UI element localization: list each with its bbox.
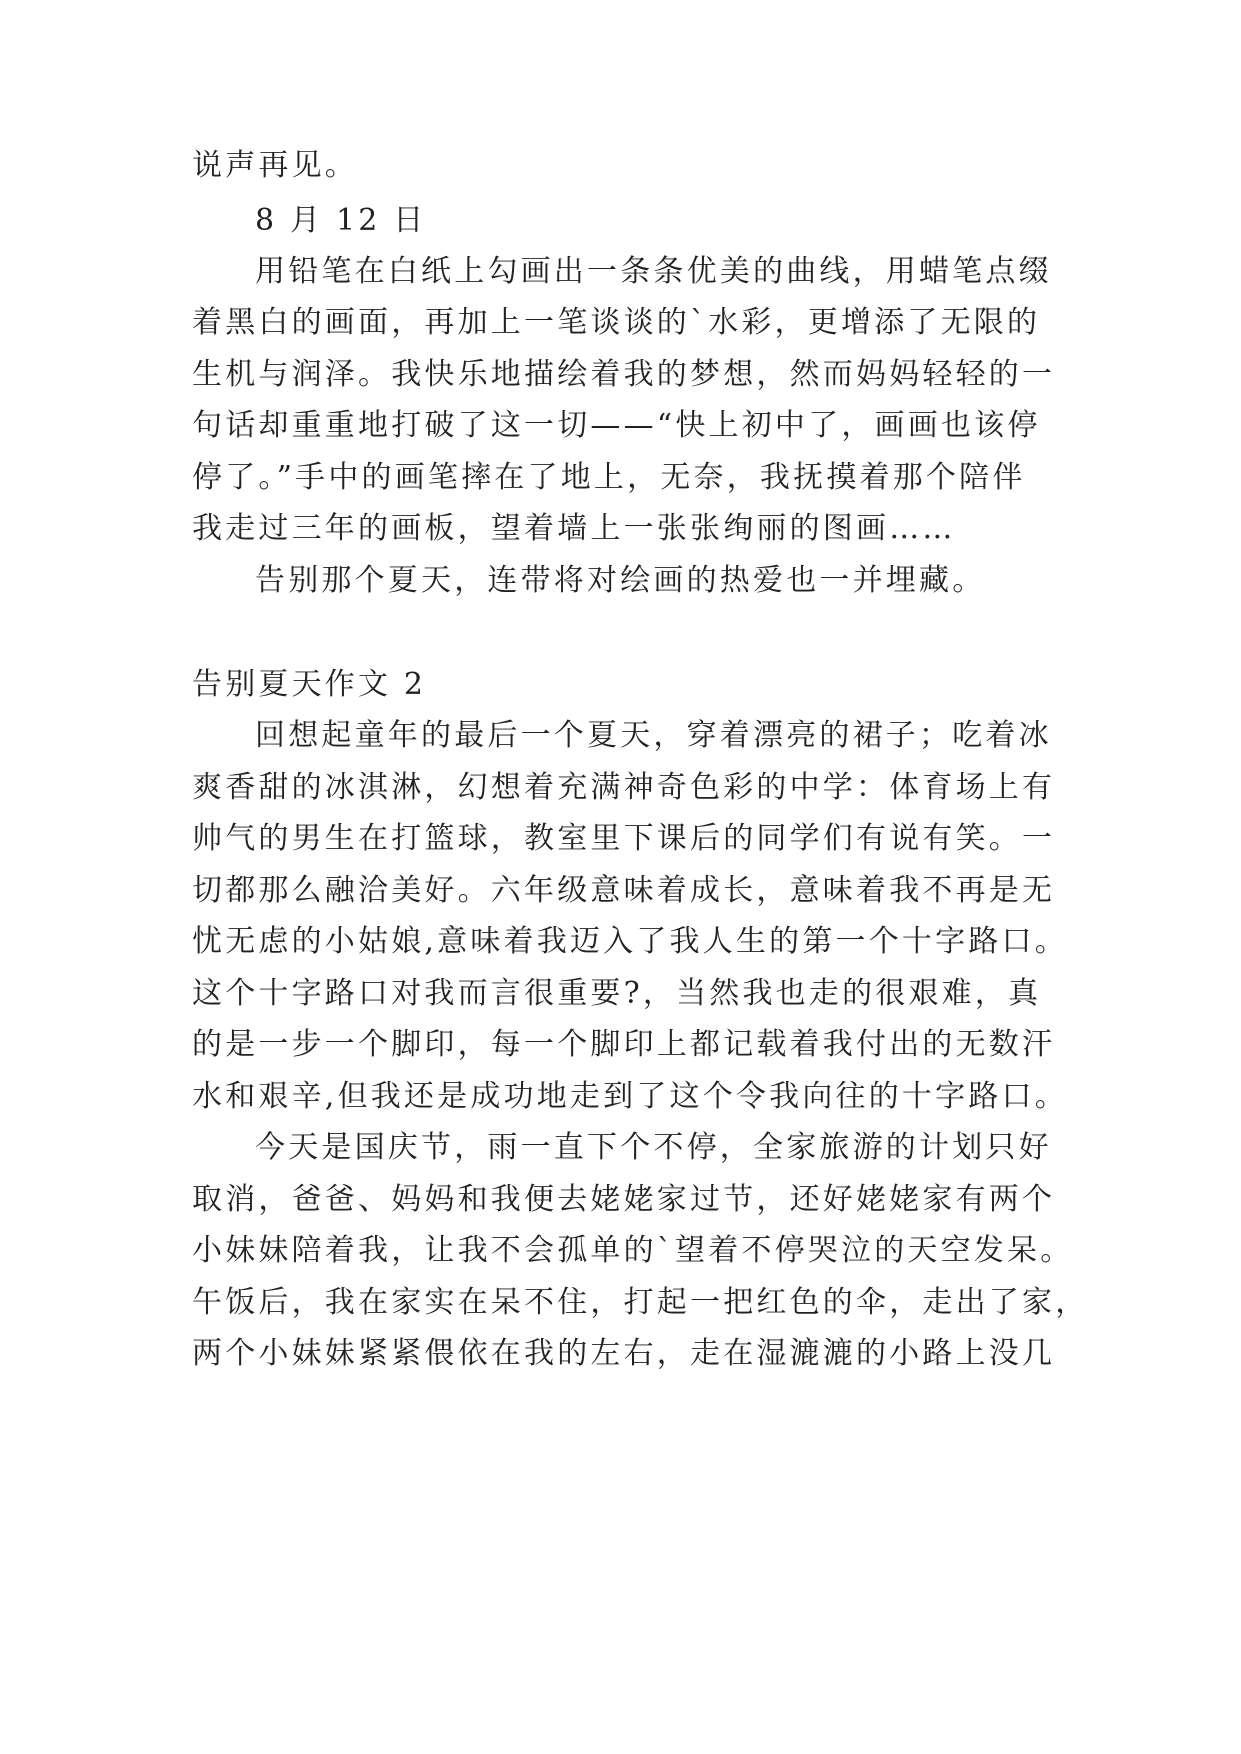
text-line: 水和艰辛,但我还是成功地走到了这个令我向往的十字路口。 <box>192 1079 1068 1114</box>
text-line: 取消，爸爸、妈妈和我便去姥姥家过节，还好姥姥家有两个 <box>192 1182 1056 1217</box>
text-line: 爽香甜的冰淇淋，幻想着充满神奇色彩的中学：体育场上有 <box>192 770 1056 805</box>
text-line: 忧无虑的小姑娘,意味着我迈入了我人生的第一个十字路口。 <box>192 924 1068 959</box>
text-line: 我走过三年的画板，望着墙上一张张绚丽的图画…… <box>192 511 956 546</box>
text-line: 句话却重重地打破了这一切——“快上初中了，画画也该停 <box>192 408 1041 443</box>
text-line: 说声再见。 <box>192 148 358 183</box>
text-line: 着黑白的画面，再加上一笔谈谈的`水彩，更增添了无限的 <box>192 305 1041 340</box>
text-line: 停了。”手中的画笔摔在了地上，无奈，我抚摸着那个陪伴 <box>192 460 1026 495</box>
text-line: 回想起童年的最后一个夏天，穿着漂亮的裙子；吃着冰 <box>255 718 1052 753</box>
text-line: 这个十字路口对我而言很重要?，当然我也走的很艰难，真 <box>192 976 1042 1011</box>
text-line: 午饭后，我在家实在呆不住，打起一把红色的伞，走出了家， <box>192 1285 1089 1320</box>
text-line: 生机与润泽。我快乐地描绘着我的梦想，然而妈妈轻轻的一 <box>192 357 1056 392</box>
text-line: 小妹妹陪着我，让我不会孤单的`望着不停哭泣的天空发呆。 <box>192 1233 1074 1268</box>
date-line: 8 月 12 日 <box>255 203 427 238</box>
text-line: 帅气的男生在打篮球，教室里下课后的同学们有说有笑。一 <box>192 821 1056 856</box>
text-line: 切都那么融洽美好。六年级意味着成长，意味着我不再是无 <box>192 873 1056 908</box>
text-line: 用铅笔在白纸上勾画出一条条优美的曲线，用蜡笔点缀 <box>255 254 1052 289</box>
text-line: 两个小妹妹紧紧偎依在我的左右，走在湿漉漉的小路上没几 <box>192 1336 1056 1371</box>
text-line: 今天是国庆节，雨一直下个不停，全家旅游的计划只好 <box>255 1130 1052 1165</box>
text-line: 告别那个夏天，连带将对绘画的热爱也一并埋藏。 <box>255 563 986 598</box>
text-line: 的是一步一个脚印，每一个脚印上都记载着我付出的无数汗 <box>192 1027 1056 1062</box>
essay-title: 告别夏天作文 2 <box>192 667 427 702</box>
